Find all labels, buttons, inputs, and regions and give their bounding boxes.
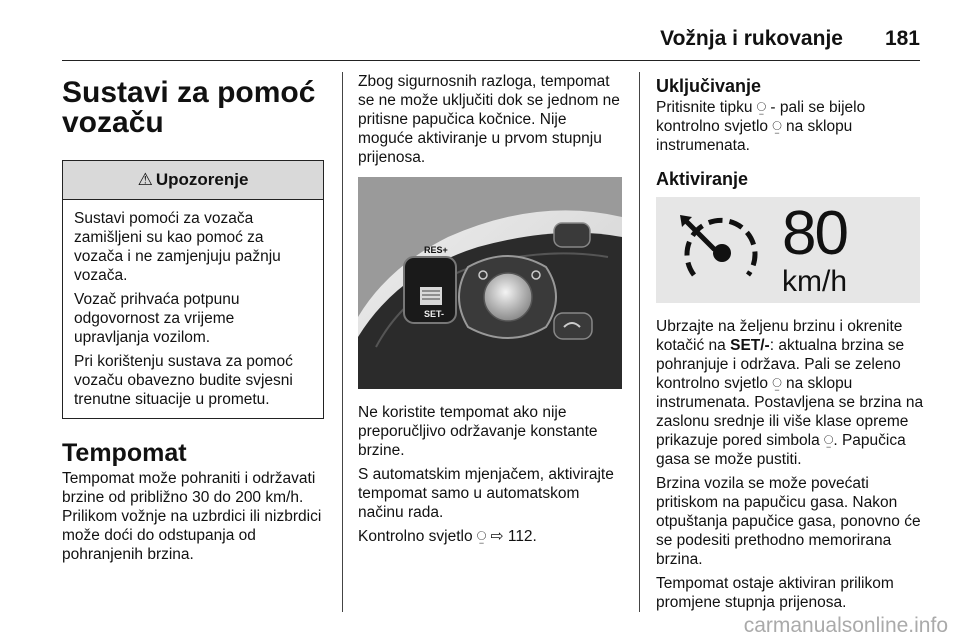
- body-text: Kontrolno svjetlo ⍜ ⇨ 112.: [358, 528, 537, 545]
- page-reference-icon: ⇨: [490, 528, 504, 545]
- heading-switching-on: Uključivanje: [656, 76, 762, 96]
- warning-header: [63, 161, 323, 200]
- body-text: Ubrzajte na željenu brzinu i okrenite kotačić na SET/-: aktualna brzina se pohranjuje i održava. Pali se zeleno kontrolno svjetlo ⍜ na sklopu instrumenata. Postavljena se brzina na zaslonu srednje ili više klase opreme prikazuje pored simbola ⍜. Papučica gasa se može pustiti.: [656, 318, 924, 468]
- warning-text: Pri korištenju sustava za pomoć vozaču obavezno budite svjesni trenutne situacije u prometu.: [74, 353, 293, 408]
- body-text: S automatskim mjenjačem, aktivirajte tempomat samo u automatskom načinu rada.: [358, 466, 614, 521]
- speed-readout: [782, 199, 848, 298]
- cruise-control-icon: ⍜: [772, 118, 782, 135]
- cruise-control-gauge-icon: [674, 209, 768, 291]
- warning-text: Vozač prihvaća potpunu odgovornost za vrijeme upravljanja vozilom.: [74, 291, 240, 346]
- set-minus-key: SET/-: [730, 337, 770, 354]
- page-title: Sustavi za pomoć vozaču: [62, 76, 316, 139]
- column-middle: [358, 72, 622, 551]
- body-text: Tempomat može pohraniti i održavati brzine od približno 30 do 200 km/h. Prilikom vožnje na uzbrdici ili nizbrdici može doći do odstupanja od pohranjenih brzina.: [62, 470, 322, 563]
- instrument-display: [656, 197, 920, 303]
- body-text: Brzina vozila se može povećati pritiskom na papučicu gasa. Nakon otpuštanja papučice gasa, ponovno će se podesiti prethodno memorirana brzina.: [656, 475, 921, 568]
- set-minus-label: SET-: [424, 309, 445, 319]
- body-text: Zbog sigurnosnih razloga, tempomat se ne može uključiti dok se jednom ne pritisne papučica kočnice. Nije moguće aktiviranje u prvom stupnju prijenosa.: [358, 73, 620, 166]
- column-divider: [639, 72, 640, 612]
- warning-text: Sustavi pomoći za vozača zamišljeni su kao pomoć za vozača i ne zamjenjuju pažnju vozača.: [74, 210, 281, 284]
- body-text: Pritisnite tipku ⍜ - pali se bijelo kontrolno svjetlo ⍜ na sklopu instrumenata.: [656, 99, 866, 154]
- speed-unit: km/h: [782, 265, 848, 298]
- column-right: [656, 72, 924, 617]
- page-reference: 112.: [507, 528, 537, 545]
- page-header: [62, 18, 920, 61]
- warning-body: [63, 200, 323, 418]
- cruise-control-icon: ⍜: [476, 528, 487, 545]
- warning-icon: ⚠: [137, 170, 153, 189]
- cruise-control-icon: ⍜: [824, 432, 834, 449]
- warning-box: [62, 160, 324, 419]
- steering-wheel-controls-photo: [358, 177, 622, 389]
- page-number: 181: [884, 27, 920, 50]
- set-speed-value: 80: [782, 199, 847, 268]
- section-heading-tempomat: Tempomat: [62, 439, 187, 467]
- body-text: Ne koristite tempomat ako nije preporučljivo održavanje konstante brzine.: [358, 404, 598, 459]
- cruise-control-icon: ⍜: [756, 99, 767, 116]
- watermark: carmanualsonline.info: [743, 614, 948, 637]
- body-text: Tempomat ostaje aktiviran prilikom promjene stupnja prijenosa.: [656, 575, 894, 611]
- res-plus-label: RES+: [424, 245, 448, 255]
- section-title: Vožnja i rukovanje: [660, 27, 843, 50]
- column-left: [62, 72, 324, 569]
- cruise-control-icon: ⍜: [772, 375, 782, 392]
- column-divider: [342, 72, 343, 612]
- heading-activation: Aktiviranje: [656, 169, 749, 189]
- warning-heading: Upozorenje: [155, 170, 249, 189]
